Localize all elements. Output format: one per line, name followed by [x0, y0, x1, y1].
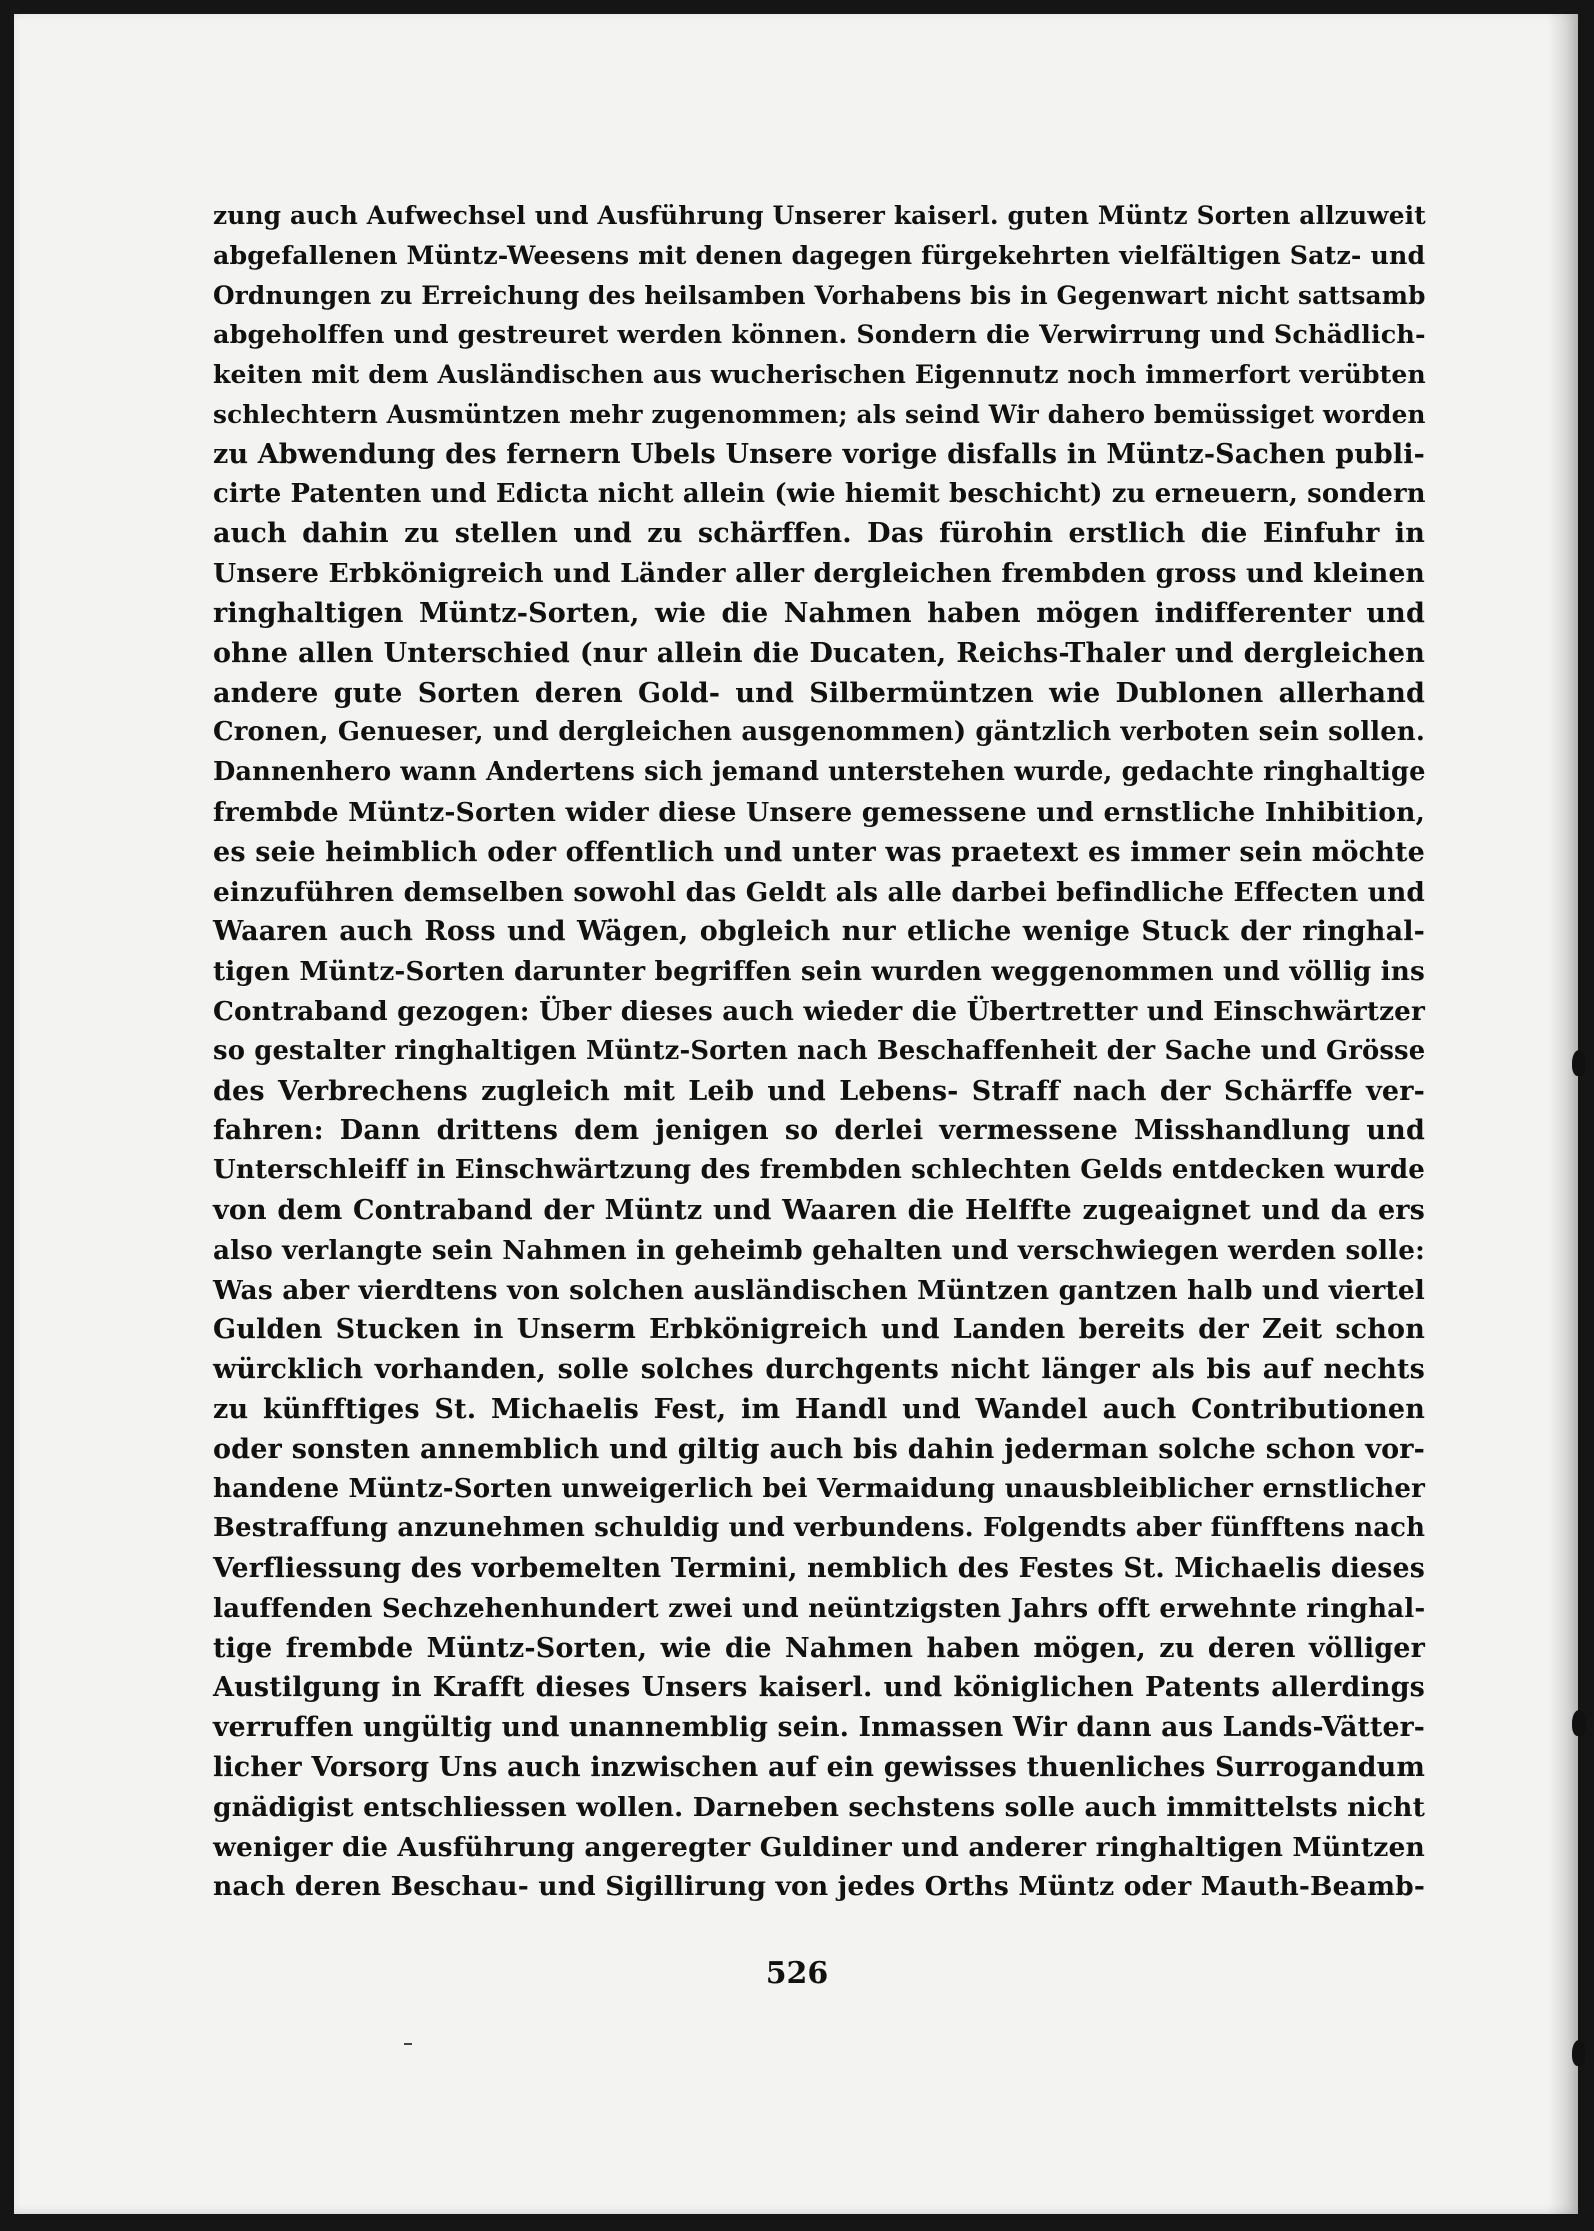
- text-line: nach deren Beschau- und Sigillirung von jedes Orths Müntz oder Mauth-Beamb-: [213, 1871, 1425, 1903]
- text-line: cirte Patenten und Edicta nicht allein (wie hiemit beschicht) zu erneuern, sondern: [213, 478, 1426, 509]
- text-line: andere gute Sorten deren Gold- und Silbermüntzen wie Dublonen allerhand: [213, 677, 1425, 709]
- text-line: verruffen ungültig und unannemblig sein. Inmassen Wir dann aus Lands-Vätter-: [213, 1712, 1425, 1744]
- page-edge-shadow: [1548, 14, 1578, 2214]
- text-line: abgefallenen Müntz-Weesens mit denen dagegen fürgekehrten vielfältigen Satz- und: [213, 239, 1426, 270]
- text-line: ohne allen Unterschied (nur allein die Ducaten, Reichs-Thaler und dergleichen: [213, 637, 1425, 669]
- text-line: schlechtern Ausmüntzen mehr zugenommen; als seind Wir dahero bemüssiget worden: [213, 399, 1426, 429]
- text-line: einzuführen demselben sowohl das Geldt als alle darbei befindliche Effecten und: [213, 876, 1425, 908]
- binding-mark: [1572, 2040, 1586, 2066]
- text-line: fahren: Dann drittens dem jenigen so derlei vermessene Misshandlung und: [213, 1115, 1425, 1147]
- text-line: Contraband gezogen: Über dieses auch wieder die Übertretter und Einschwärtzer: [213, 995, 1425, 1027]
- body-text: [213, 196, 1425, 1907]
- text-line: Ordnungen zu Erreichung des heilsamben Vorhabens bis in Gegenwart nicht sattsamb: [213, 280, 1426, 310]
- text-line: weniger die Ausführung angeregter Guldiner und anderer ringhaltigen Müntzen: [213, 1831, 1425, 1863]
- text-line: zung auch Aufwechsel und Ausführung Unserer kaiserl. guten Müntz Sorten allzuweit: [213, 201, 1426, 230]
- text-line: Dannenhero wann Andertens sich jemand unterstehen wurde, gedachte ringhaltige: [213, 757, 1426, 788]
- text-line: keiten mit dem Ausländischen aus wucherischen Eigennutz noch immerfort verübten: [213, 359, 1426, 390]
- text-line: Was aber vierdtens von solchen ausländischen Müntzen gantzen halb und viertel: [213, 1274, 1425, 1306]
- text-line: handene Müntz-Sorten unweigerlich bei Vermaidung unausbleiblicher ernstlicher: [213, 1473, 1425, 1504]
- text-line: oder sonsten annemblich und giltig auch bis dahin jederman solche schon vor-: [213, 1433, 1425, 1465]
- page-number: 526: [765, 1956, 829, 1991]
- text-line: Verfliessung des vorbemelten Termini, nemblich des Festes St. Michaelis dieses: [213, 1553, 1425, 1585]
- text-line: lauffenden Sechzehenhundert zwei und neüntzigsten Jahrs offt erwehnte ringhal-: [213, 1592, 1426, 1624]
- text-line: auch dahin zu stellen und zu schärffen. Das fürohin erstlich die Einfuhr in: [213, 518, 1425, 550]
- text-line: licher Vorsorg Uns auch inzwischen auf ein gewisses thuenliches Surrogandum: [213, 1752, 1425, 1784]
- text-line: Cronen, Genueser, und dergleichen ausgenommen) gäntzlich verboten sein sollen.: [213, 717, 1425, 748]
- text-line: abgeholffen und gestreuret werden können. Sondern die Verwirrung und Schädlich-: [213, 319, 1426, 350]
- text-line: Bestraffung anzunehmen schuldig und verbundens. Folgendts aber fünfftens nach: [213, 1513, 1426, 1544]
- text-line: zu Abwendung des fernern Ubels Unsere vorige disfalls in Müntz-Sachen publi-: [213, 438, 1425, 470]
- text-line: frembde Müntz-Sorten wider diese Unsere gemessene und ernstliche Inhibition,: [213, 796, 1425, 828]
- text-line: zu künfftiges St. Michaelis Fest, im Handl und Wandel auch Contributionen: [213, 1393, 1425, 1425]
- text-line: ringhaltigen Müntz-Sorten, wie die Nahmen haben mögen indifferenter und: [213, 597, 1425, 629]
- text-line: des Verbrechens zugleich mit Leib und Lebens- Straff nach der Schärffe ver-: [213, 1075, 1425, 1107]
- text-line: tige frembde Müntz-Sorten, wie die Nahmen haben mögen, zu deren völliger: [213, 1632, 1425, 1664]
- binding-mark: [1572, 1050, 1586, 1076]
- text-line: gnädigist entschliessen wollen. Darneben sechstens solle auch immittelsts nicht: [213, 1791, 1425, 1823]
- text-line: es seie heimblich oder offentlich und unter was praetext es immer sein möchte: [213, 836, 1425, 868]
- text-line: Austilgung in Krafft dieses Unsers kaiserl. und königlichen Patents allerdings: [213, 1672, 1425, 1704]
- text-line: Unterschleiff in Einschwärtzung des frembden schlechten Gelds entdecken wurde: [213, 1155, 1425, 1186]
- text-line: Waaren auch Ross und Wägen, obgleich nur etliche wenige Stuck der ringhal-: [213, 916, 1425, 948]
- text-line: tigen Müntz-Sorten darunter begriffen sein wurden weggenommen und völlig ins: [213, 956, 1425, 988]
- text-line: so gestalter ringhaltigen Müntz-Sorten nach Beschaffenheit der Sache und Grösse: [213, 1035, 1426, 1066]
- text-line: würcklich vorhanden, solle solches durchgents nicht länger als bis auf nechts: [213, 1354, 1425, 1386]
- text-line: Unsere Erbkönigreich und Länder aller dergleichen frembden gross und kleinen: [213, 558, 1425, 590]
- text-line: von dem Contraband der Müntz und Waaren die Helffte zugeaignet und da ers: [213, 1194, 1425, 1226]
- binding-mark: [1572, 1710, 1586, 1736]
- stray-mark: [404, 2043, 412, 2045]
- text-line: also verlangte sein Nahmen in geheimb gehalten und verschwiegen werden solle:: [213, 1234, 1425, 1266]
- text-line: Gulden Stucken in Unserm Erbkönigreich und Landen bereits der Zeit schon: [213, 1314, 1425, 1346]
